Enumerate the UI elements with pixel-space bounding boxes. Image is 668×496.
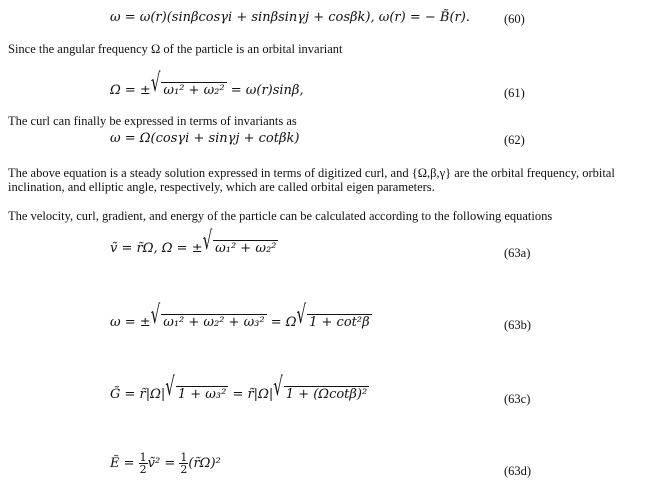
equation-60: ω = ω(r)(sinβcosγi + sinβsinγj + cosβk), ω(r) = − B̃(r). [110,10,470,25]
equation-number-61: (61) [504,86,525,100]
paragraph-2: The curl can finally be expressed in terms of invariants as [8,114,297,128]
equation-63c: G̃ = r̃|Ω|√ 1 + ω₃² = r̃|Ω|√ 1 + (Ωcotβ)² [110,371,368,402]
equation-number-60: (60) [504,12,525,26]
paragraph-3: The above equation is a steady solution expressed in terms of digitized curl, and {Ω,β,γ} are the orbital frequency, orbital inclination, and elliptic angle, respectively, which are called orbital eigen parameters. [8,166,615,194]
equation-62: ω = Ω(cosγi + sinγj + cotβk) [110,131,300,146]
equation-63a: ṽ = r̃Ω, Ω = ±√ ω₁² + ω₂² [110,225,277,256]
equation-number-63a: (63a) [504,246,531,260]
equation-number-62: (62) [504,133,525,147]
paragraph-4: The velocity, curl, gradient, and energy of the particle can be calculated according to the following equations [8,209,553,223]
equation-61: Ω = ±√ ω₁² + ω₂² = ω(r)sinβ, [110,67,304,98]
equation-63b: ω = ±√ ω₁² + ω₂² + ω₃² = Ω√ 1 + cot²β [110,299,370,330]
fraction-half-2: $\frac{1}{2}$ [180,451,188,476]
equation-63d: Ẽ = $\frac{1}{2}$ ṽ² = $\frac{1}{2}$ (r̃Ω)² [110,451,221,476]
equation-number-63c: (63c) [504,392,531,406]
paragraph-1: Since the angular frequency Ω of the particle is an orbital invariant [8,42,343,56]
equation-number-63b: (63b) [504,318,532,332]
equation-number-63d: (63d) [504,464,532,478]
fraction-half-1: $\frac{1}{2}$ [139,451,147,476]
